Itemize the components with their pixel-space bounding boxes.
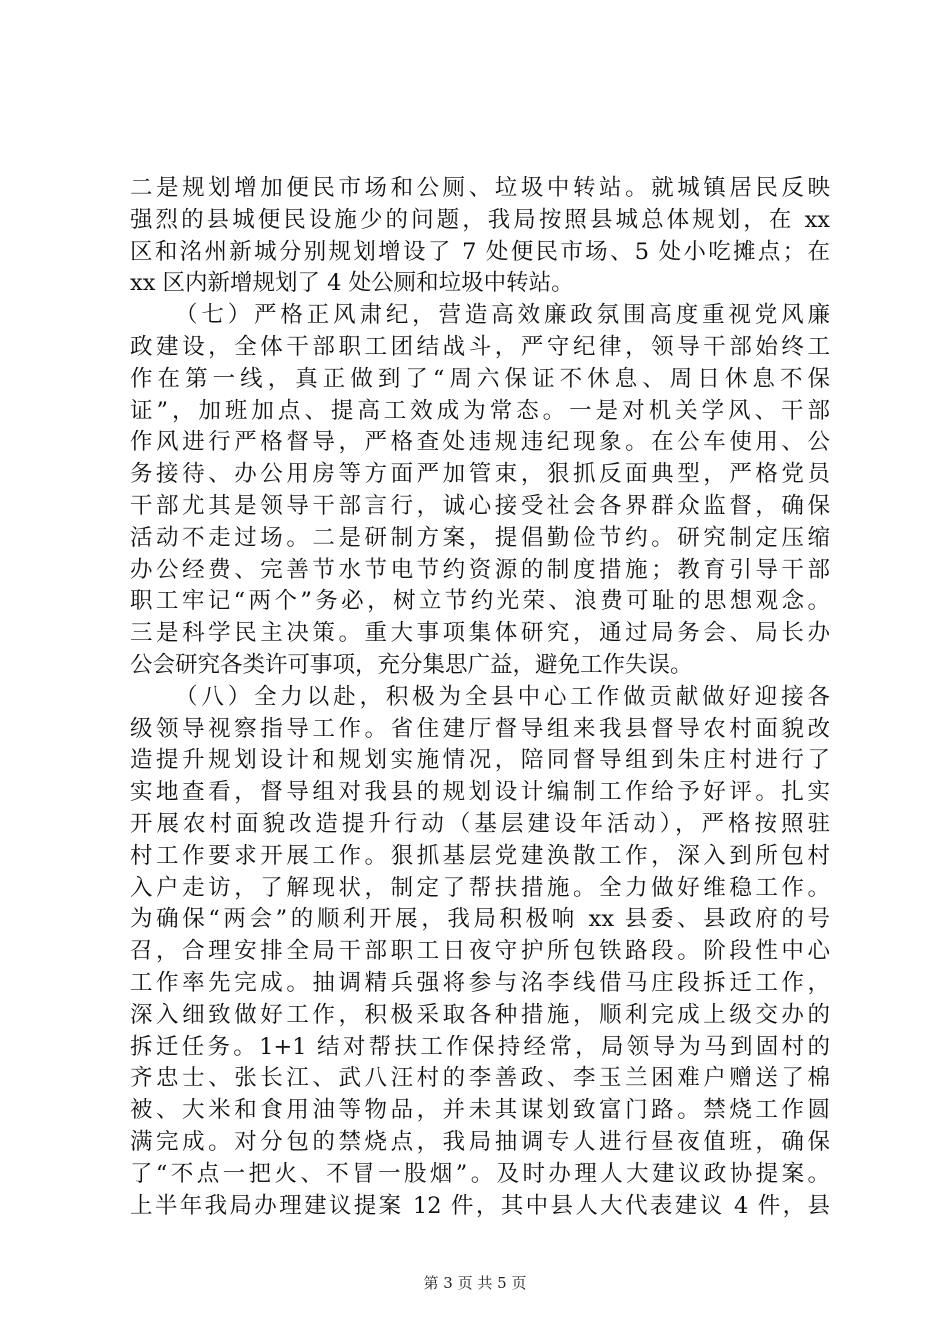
text-line: 满完成。对分包的禁烧点，我局抽调专人进行昼夜值班，确保 xyxy=(130,1128,830,1155)
text-line: 齐忠士、张长江、武八汪村的李善政、李玉兰困难户赠送了棉 xyxy=(130,1065,830,1092)
document-body xyxy=(130,173,830,1222)
text-line: 办公经费、完善节水节电节约资源的制度措施；教育引导干部 xyxy=(130,556,830,583)
text-line: 公会研究各类许可事项，充分集思广益，避免工作失误。 xyxy=(130,651,693,678)
text-line: 干部尤其是领导干部言行，诚心接受社会各界群众监督，确保 xyxy=(130,492,830,519)
text-line: 了“不点一把火、不冒一股烟”。及时办理人大建议政协提案。 xyxy=(130,1160,830,1187)
text-line: 被、大米和食用油等物品，并未其谋划致富门路。禁烧工作圆 xyxy=(130,1097,830,1124)
text-line: 村工作要求开展工作。狠抓基层党建涣散工作，深入到所包村 xyxy=(130,842,830,869)
text-line: 三是科学民主决策。重大事项集体研究，通过局务会、局长办 xyxy=(130,620,830,647)
text-line: 为确保“两会”的顺利开展，我局积极响 xx 县委、县政府的号 xyxy=(130,906,830,933)
text-line: 入户走访，了解现状，制定了帮扶措施。全力做好维稳工作。 xyxy=(130,874,830,901)
text-line: 开展农村面貌改造提升行动（基层建设年活动），严格按照驻 xyxy=(130,810,830,837)
text-line: 实地查看，督导组对我县的规划设计编制工作给予好评。扎实 xyxy=(130,779,830,806)
section-heading-line: （八）全力以赴，积极为全县中心工作做贡献做好迎接各 xyxy=(175,683,830,710)
text-line: 造提升规划设计和规划实施情况，陪同督导组到朱庄村进行了 xyxy=(130,747,830,774)
text-line: 级领导视察指导工作。省住建厅督导组来我县督导农村面貌改 xyxy=(130,715,830,742)
text-line: 召，合理安排全局干部职工日夜守护所包铁路段。阶段性中心 xyxy=(130,938,830,965)
page-footer xyxy=(0,1273,950,1293)
text-line: 务接待、办公用房等方面严加管束，狠抓反面典型，严格党员 xyxy=(130,461,830,488)
text-line: 作风进行严格督导，严格查处违规违纪现象。在公车使用、公 xyxy=(130,429,830,456)
text-line: 工作率先完成。抽调精兵强将参与洺李线借马庄段拆迁工作， xyxy=(130,969,830,996)
text-line: 证”，加班加点、提高工效成为常态。一是对机关学风、干部 xyxy=(130,397,830,424)
text-line: xx 区内新增规划了 4 处公厕和垃圾中转站。 xyxy=(130,270,574,297)
text-line: 拆迁任务。1+1 结对帮扶工作保持经常，局领导为马到固村的 xyxy=(130,1033,830,1060)
page-number-label: 第 3 页 共 5 页 xyxy=(423,1274,527,1292)
text-line: 强烈的县城便民设施少的问题，我局按照县城总体规划，在 xx xyxy=(130,206,830,233)
text-line: 作在第一线，真正做到了“周六保证不休息、周日休息不保 xyxy=(130,365,830,392)
text-line: 职工牢记“两个”务必，树立节约光荣、浪费可耻的思想观念。 xyxy=(130,588,830,615)
text-line: 政建设，全体干部职工团结战斗，严守纪律，领导干部始终工 xyxy=(130,333,830,360)
text-line: 上半年我局办理建议提案 12 件，其中县人大代表建议 4 件，县 xyxy=(130,1192,830,1219)
text-line: 二是规划增加便民市场和公厕、垃圾中转站。就城镇居民反映 xyxy=(130,175,830,201)
text-line: 活动不走过场。二是研制方案，提倡勤俭节约。研究制定压缩 xyxy=(130,524,830,551)
text-line: 深入细致做好工作，积极采取各种措施，顺利完成上级交办的 xyxy=(130,1001,830,1028)
section-heading-line: （七）严格正风肃纪，营造高效廉政氛围高度重视党风廉 xyxy=(175,302,830,329)
text-line: 区和洺州新城分别规划增设了 7 处便民市场、5 处小吃摊点；在 xyxy=(130,238,830,265)
